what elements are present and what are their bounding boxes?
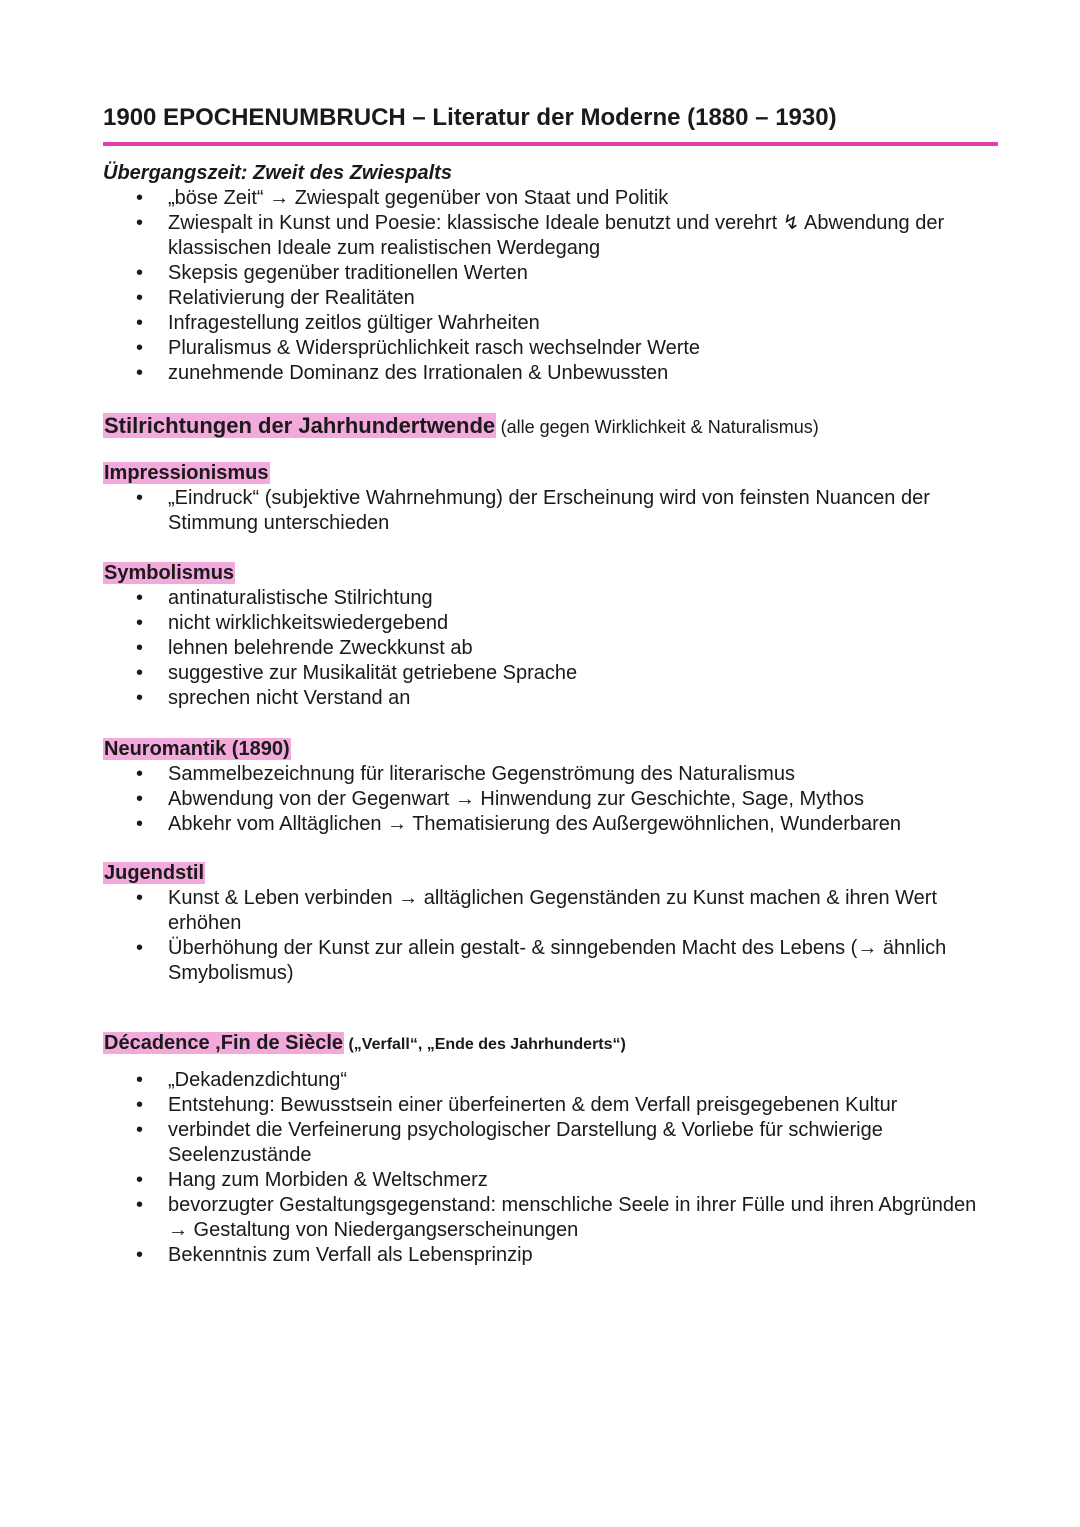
bullet-icon: • (136, 262, 144, 284)
list-item-text: sprechen nicht Verstand an (168, 687, 411, 709)
title-underline (103, 142, 998, 146)
list-item-text: „Dekadenzdichtung“ (168, 1069, 347, 1091)
bullet-icon: • (136, 1169, 144, 1191)
list-item-text: suggestive zur Musikalität getriebene Sprache (168, 662, 578, 684)
list-item-text: Abkehr vom Alltäglichen → Thematisierung des Außergewöhnlichen, Wunderbaren (168, 813, 902, 835)
list-item (103, 661, 983, 686)
list-item (103, 261, 983, 286)
list-item (103, 611, 983, 636)
bullet-list (103, 186, 983, 386)
highlighted-heading: Décadence ‚Fin de Siècle (104, 1032, 343, 1054)
title-block (103, 102, 998, 146)
highlighted-heading: Symbolismus (104, 562, 235, 584)
bullet-list (103, 586, 983, 711)
section-decadence (103, 1031, 983, 1268)
list-item (103, 586, 983, 611)
list-item (103, 787, 983, 812)
list-item-text: antinaturalistische Stilrichtung (168, 587, 433, 609)
highlighted-heading: Impressionismus (104, 462, 269, 484)
list-item-text: nicht wirklichkeitswiedergebend (168, 612, 449, 634)
bullet-icon: • (136, 287, 144, 309)
list-item-text: zunehmende Dominanz des Irrationalen & Unbewussten (168, 362, 669, 384)
bullet-list (103, 1068, 983, 1268)
list-item (103, 936, 983, 986)
bullet-icon: • (136, 763, 144, 785)
section-jugendstil (103, 861, 983, 986)
bullet-icon: • (136, 1119, 144, 1141)
section-symbolismus (103, 561, 983, 711)
bullet-icon: • (136, 937, 144, 959)
bullet-icon: • (136, 587, 144, 609)
list-item-text: Entstehung: Bewusstsein einer überfeinerten & dem Verfall preisgegebenen Kultur (168, 1094, 898, 1116)
list-item-text: bevorzugter Gestaltungsgegenstand: menschliche Seele in ihrer Fülle und ihren Abgründen → Gestaltung von Niedergangserscheinungen (168, 1194, 977, 1241)
list-item-text: Pluralismus & Widersprüchlichkeit rasch wechselnder Werte (168, 337, 701, 359)
bullet-icon: • (136, 1244, 144, 1266)
list-item-text: Skepsis gegenüber traditionellen Werten (168, 262, 528, 284)
heading-note: („Verfall“, „Ende des Jahrhunderts“) (348, 1036, 626, 1053)
highlighted-heading: Neuromantik (1890) (104, 738, 290, 760)
highlighted-heading: Jugendstil (104, 862, 205, 884)
section-impressionismus (103, 461, 983, 536)
bullet-icon: • (136, 887, 144, 909)
list-item (103, 762, 983, 787)
bullet-icon: • (136, 362, 144, 384)
list-item (103, 636, 983, 661)
list-item-text: „böse Zeit“ → Zwiespalt gegenüber von Staat und Politik (168, 187, 669, 209)
section-uebergangszeit (103, 161, 983, 386)
bullet-icon: • (136, 813, 144, 835)
list-item (103, 1168, 983, 1193)
page-title: 1900 EPOCHENUMBRUCH – Literatur der Moderne (1880 – 1930) (103, 104, 837, 131)
list-item (103, 1118, 983, 1168)
spacer (103, 1059, 983, 1068)
list-item (103, 361, 983, 386)
list-item (103, 1068, 983, 1093)
list-item (103, 311, 983, 336)
list-item-text: Hang zum Morbiden & Weltschmerz (168, 1169, 488, 1191)
list-item (103, 186, 983, 211)
list-item (103, 1093, 983, 1118)
bullet-icon: • (136, 1194, 144, 1216)
bullet-icon: • (136, 662, 144, 684)
list-item (103, 286, 983, 311)
list-item (103, 486, 983, 536)
list-item-text: Abwendung von der Gegenwart → Hinwendung zur Geschichte, Sage, Mythos (168, 788, 864, 810)
decadence-heading-line (103, 1031, 983, 1059)
bullet-icon: • (136, 337, 144, 359)
list-item-text: „Eindruck“ (subjektive Wahrnehmung) der Erscheinung wird von feinsten Nuancen der Stimmung unterschieden (168, 487, 930, 534)
section-heading: Übergangszeit: Zweit des Zwiespalts (103, 162, 452, 184)
list-item-text: Zwiespalt in Kunst und Poesie: klassische Ideale benutzt und verehrt ↯ Abwendung der klassischen Ideale zum realistischen Werdegang (168, 212, 945, 259)
list-item (103, 1243, 983, 1268)
list-item (103, 886, 983, 936)
bullet-list (103, 486, 983, 536)
highlighted-heading: Stilrichtungen der Jahrhundertwende (104, 413, 496, 438)
list-item-text: Sammelbezeichnung für literarische Gegenströmung des Naturalismus (168, 763, 795, 785)
list-item-text: verbindet die Verfeinerung psychologischer Darstellung & Vorliebe für schwierige Seelenzustände (168, 1119, 883, 1166)
list-item (103, 211, 983, 261)
list-item (103, 336, 983, 361)
bullet-icon: • (136, 637, 144, 659)
bullet-list (103, 762, 983, 837)
list-item-text: Bekenntnis zum Verfall als Lebensprinzip (168, 1244, 533, 1266)
bullet-icon: • (136, 788, 144, 810)
bullet-icon: • (136, 1094, 144, 1116)
section-neuromantik (103, 737, 983, 837)
bullet-icon: • (136, 187, 144, 209)
bullet-icon: • (136, 312, 144, 334)
bullet-icon: • (136, 1069, 144, 1091)
section-stilrichtungen (103, 412, 983, 441)
heading-note: (alle gegen Wirklichkeit & Naturalismus) (500, 417, 819, 437)
list-item-text: lehnen belehrende Zweckkunst ab (168, 637, 473, 659)
list-item-text: Überhöhung der Kunst zur allein gestalt- & sinngebenden Macht des Lebens (→ ähnlich Smybolismus) (168, 937, 947, 984)
bullet-icon: • (136, 687, 144, 709)
list-item (103, 812, 983, 837)
list-item-text: Kunst & Leben verbinden → alltäglichen Gegenständen zu Kunst machen & ihren Wert erhöhen (168, 887, 937, 934)
bullet-icon: • (136, 612, 144, 634)
bullet-icon: • (136, 212, 144, 234)
list-item (103, 686, 983, 711)
bullet-list (103, 886, 983, 986)
list-item-text: Infragestellung zeitlos gültiger Wahrheiten (168, 312, 540, 334)
bullet-icon: • (136, 487, 144, 509)
list-item-text: Relativierung der Realitäten (168, 287, 415, 309)
list-item (103, 1193, 983, 1243)
